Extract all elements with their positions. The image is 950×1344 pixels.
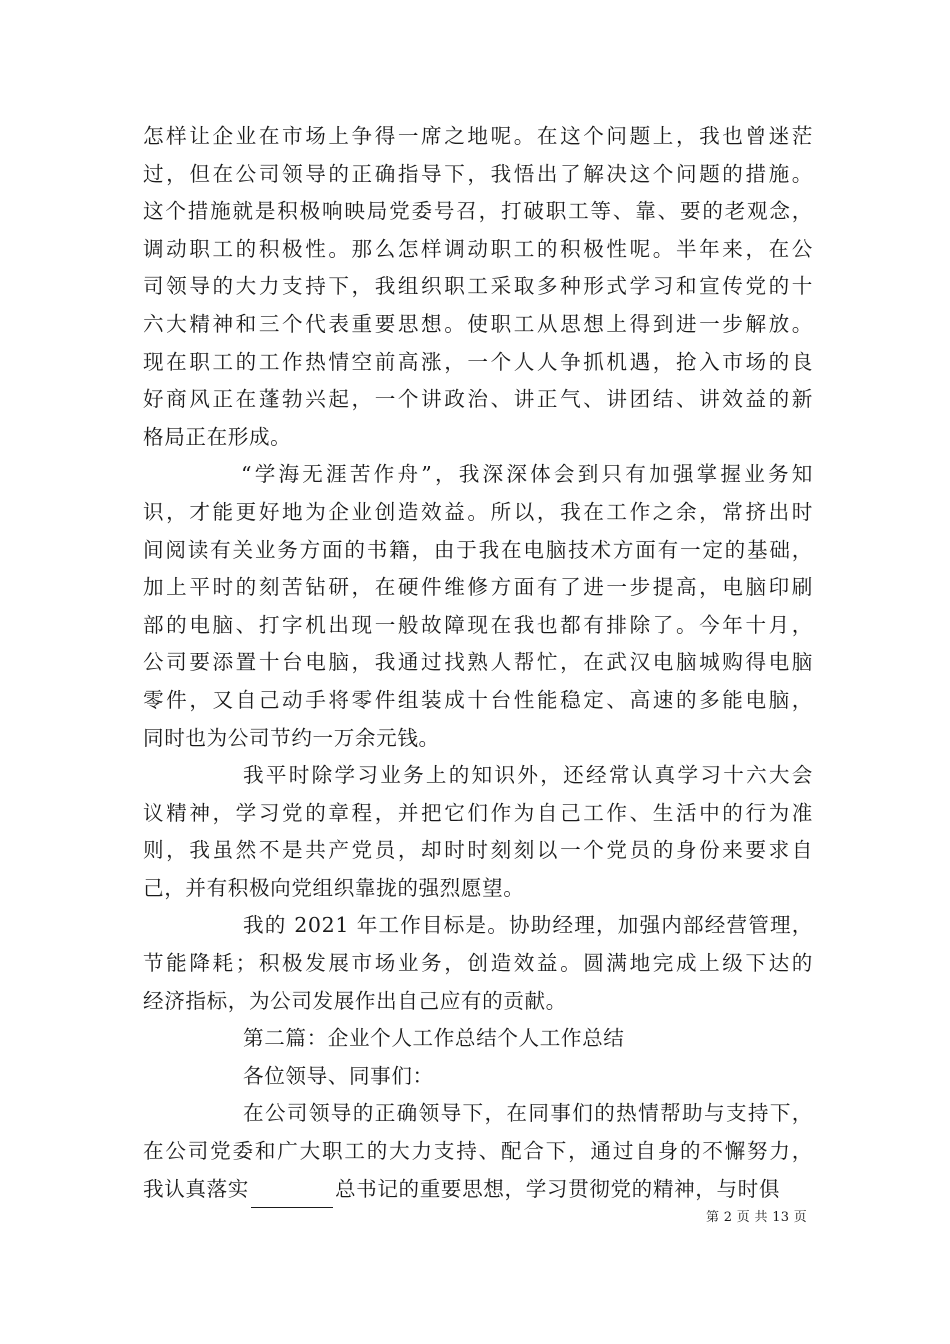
text-line: 六大精神和三个代表重要思想。使职工从思想上得到进一步解放。 <box>143 311 813 336</box>
text-line: 在公司党委和广大职工的大力支持、配合下，通过自身的不懈努力， <box>143 1139 813 1164</box>
text-line: 经济指标，为公司发展作出自己应有的贡献。 <box>143 988 567 1013</box>
text-line: 议精神，学习党的章程，并把它们作为自己工作、生活中的行为准 <box>143 800 813 825</box>
text-segment: 我认真落实 <box>143 1176 249 1201</box>
text-line: 司领导的大力支持下，我组织职工采取多种形式学习和宣传党的十 <box>143 274 813 299</box>
text-line: 识，才能更好地为企业创造效益。所以，我在工作之余，常挤出时 <box>143 499 813 524</box>
document-body <box>143 118 813 1208</box>
text-line: 零件，又自己动手将零件组装成十台性能稳定、高速的多能电脑， <box>143 687 813 712</box>
text-line: 间阅读有关业务方面的书籍，由于我在电脑技术方面有一定的基础， <box>143 537 813 562</box>
text-line: 节能降耗；积极发展市场业务，创造效益。圆满地完成上级下达的 <box>143 951 813 976</box>
paragraph-start: 我的 2021 年工作目标是。协助经理，加强内部经营管理， <box>243 913 813 938</box>
text-line: 调动职工的积极性。那么怎样调动职工的积极性呢。半年来，在公 <box>143 236 813 261</box>
text-segment: 总书记的重要思想，学习贯彻党的精神，与时俱 <box>334 1176 781 1201</box>
paragraph-start: 在公司领导的正确领导下，在同事们的热情帮助与支持下， <box>243 1101 813 1126</box>
text-line: 加上平时的刻苦钻研，在硬件维修方面有了进一步提高，电脑印刷 <box>143 575 813 600</box>
text-line: 同时也为公司节约一万余元钱。 <box>143 725 440 750</box>
paragraph-start: “学海无涯苦作舟”，我深深体会到只有加强掌握业务知 <box>241 462 813 487</box>
salutation: 各位领导、同事们： <box>243 1063 434 1088</box>
text-line: 过，但在公司领导的正确指导下，我悟出了解决这个问题的措施。 <box>143 161 813 186</box>
text-line-with-blank <box>143 1171 813 1209</box>
text-line: 己，并有积极向党组织靠拢的强烈愿望。 <box>143 875 525 900</box>
text-line: 则，我虽然不是共产党员，却时时刻刻以一个党员的身份来要求自 <box>143 838 813 863</box>
text-line: 部的电脑、打字机出现一般故障现在我也都有排除了。今年十月， <box>143 612 813 637</box>
section-heading: 第二篇：企业个人工作总结个人工作总结 <box>243 1026 625 1051</box>
text-line: 格局正在形成。 <box>143 424 292 449</box>
paragraph-start: 我平时除学习业务上的知识外，还经常认真学习十六大会 <box>243 763 813 788</box>
fill-in-blank <box>251 1183 333 1208</box>
text-line: 好商风正在蓬勃兴起，一个讲政治、讲正气、讲团结、讲效益的新 <box>143 387 813 412</box>
text-line: 怎样让企业在市场上争得一席之地呢。在这个问题上，我也曾迷茫 <box>143 124 813 148</box>
text-line: 现在职工的工作热情空前高涨，一个人人争抓机遇，抢入市场的良 <box>143 349 813 374</box>
text-line: 这个措施就是积极响映局党委号召，打破职工等、靠、要的老观念， <box>143 199 813 224</box>
text-line: 公司要添置十台电脑，我通过找熟人帮忙，在武汉电脑城购得电脑 <box>143 650 813 675</box>
page-number: 第 2 页 共 13 页 <box>706 1210 808 1225</box>
